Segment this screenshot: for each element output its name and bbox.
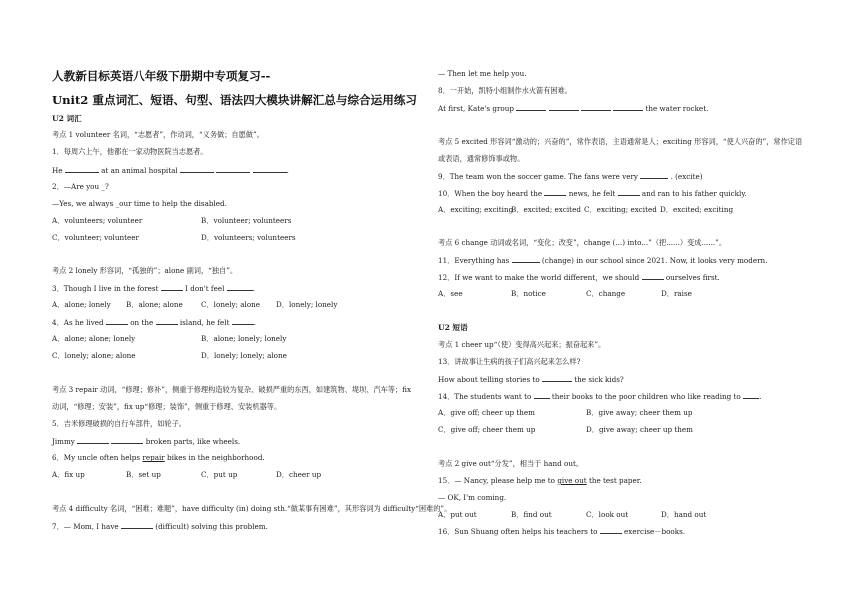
question-7 (52, 521, 268, 531)
option-a[interactable]: A．fix up (52, 470, 85, 479)
option-d[interactable]: D．volunteers; volunteers (201, 233, 296, 242)
option-c[interactable]: C．exciting; excited (584, 205, 657, 214)
q11-text-a: 11．Everything has (438, 256, 510, 265)
q3-text-a: 3．Though I live in the forest (52, 284, 159, 293)
q7-text-a: 7．— Mom, I have (52, 522, 119, 531)
q5-text-b: broken parts, like wheels. (145, 437, 241, 446)
q11-text-b: (change) in our school since 2021. Now, it looks very modern. (541, 256, 768, 265)
point-3-note-line2: 动词，“修理；安装”，fix up“修理；装饰”，侧重于修理、安装机器等。 (52, 402, 282, 411)
q14-text-b: their books to the poor children who like reading to (551, 392, 741, 401)
question-13-fill (438, 374, 624, 384)
q12-text-b: ourselves first. (665, 273, 720, 282)
question-10 (438, 188, 747, 198)
q14-text-a: 14．The students want to (438, 392, 532, 401)
option-a[interactable]: A．alone; lonely (52, 300, 111, 309)
blank[interactable] (253, 165, 287, 173)
option-a[interactable]: A．see (438, 289, 463, 298)
section-heading-phrase: U2 短语 (438, 323, 468, 332)
option-b[interactable]: B．alone; alone (126, 300, 183, 309)
blank[interactable] (544, 188, 566, 196)
option-a[interactable]: A．volunteers; volunteer (52, 216, 143, 225)
q3-text-b: I don't feel (185, 284, 225, 293)
option-c[interactable]: C．volunteer; volunteer (52, 233, 139, 242)
option-d[interactable]: D．hand out (661, 510, 707, 519)
q8-text-a: At first, Kate's group (438, 104, 514, 113)
q15-text-b: the test paper. (588, 476, 642, 485)
q13-text-b: the sick kids? (574, 375, 624, 384)
blank[interactable] (77, 436, 109, 444)
q10-text-a: 10．When the boy heard the (438, 189, 543, 198)
question-11 (438, 255, 767, 265)
blank[interactable] (111, 436, 143, 444)
q4-text-c: island, he felt (179, 318, 230, 327)
option-b[interactable]: B．set up (126, 470, 161, 479)
question-5: 5．吉米修理破损的自行车部件，如轮子。 (52, 419, 186, 428)
point-6-note: 考点 6 change 动词或名词，“变化；改变”，change (...) into...”（把......）变成......”。 (438, 238, 727, 247)
option-c[interactable]: C．look out (586, 510, 629, 519)
q1-text-b: at an animal hospital (101, 166, 178, 175)
option-c[interactable]: C．put up (201, 470, 238, 479)
question-1: 1．每周六上午，他都在一家动物医院当志愿者。 (52, 147, 208, 156)
question-5-fill (52, 436, 240, 446)
question-2-reply: —Yes, we always _our time to help the disabled. (52, 199, 227, 208)
q10-text-b: news, he felt (568, 189, 616, 198)
blank[interactable] (216, 165, 250, 173)
q7-text-b: (difficult) solving this problem. (155, 522, 268, 531)
section-heading-vocab: U2 词汇 (52, 114, 82, 123)
q4-text-b: on the (130, 318, 154, 327)
q1-text-a: He (52, 166, 63, 175)
q12-text-a: 12．If we want to make the world different，we should (438, 273, 640, 282)
q13-text-a: How about telling stories to (438, 375, 540, 384)
blank[interactable] (65, 165, 99, 173)
blank[interactable] (542, 374, 572, 382)
blank[interactable] (618, 188, 640, 196)
blank[interactable] (516, 103, 546, 111)
q9-text-a: 9．The team won the soccer game. The fans were very (438, 172, 638, 181)
option-c[interactable]: C．lonely; alone; alone (52, 351, 136, 360)
option-b[interactable]: B．find out (511, 510, 552, 519)
blank[interactable] (227, 283, 253, 291)
question-6 (52, 453, 265, 462)
option-d[interactable]: D．excited; exciting (660, 205, 734, 214)
q15-text-a: 15．— Nancy, please help me to (438, 476, 556, 485)
q6-underlined: repair (142, 453, 165, 462)
point-1-note: 考点 1 volunteer 名词，“志愿者”，作动词，“义务做；自愿做”。 (52, 130, 264, 139)
option-a[interactable]: A．put out (438, 510, 477, 519)
q16-text-a: 16．Sun Shuang often helps his teachers to (438, 527, 598, 536)
point-4-note: 考点 4 difficulty 名词，“困难；难题”，have difficulty (in) doing sth.“做某事有困难”，其形容词为 difficulty“困难的”。 (52, 504, 452, 513)
q8-text-b: the water rocket. (645, 104, 709, 113)
option-b[interactable]: B．excited; excited (511, 205, 581, 214)
blank[interactable] (640, 171, 668, 179)
option-b[interactable]: B．give away; cheer them up (586, 408, 693, 417)
question-8: 8．一开始，凯特小组制作水火箭有困难。 (438, 86, 572, 95)
option-c[interactable]: C．lonely; alone (201, 300, 261, 309)
phrase-point-1-note: 考点 1 cheer up“（使）变得高兴起来；振奋起来”。 (438, 340, 606, 349)
question-3: 3．Though I live in the forest I don't feel . (52, 284, 255, 293)
blank[interactable] (743, 391, 762, 401)
blank[interactable] (180, 165, 214, 173)
q6-text-b: bikes in the neighborhood. (167, 453, 265, 462)
blank[interactable] (600, 526, 622, 534)
point-5-note-line1: 考点 5 excited 形容词“激动的；兴奋的”，常作表语，主语通常是人；exciting 形容词，“使人兴奋的”，常作定语 (438, 137, 803, 146)
option-c[interactable]: C．give off; cheer them up (438, 425, 536, 434)
question-12 (438, 272, 720, 282)
q5-text-a: Jimmy (52, 437, 75, 446)
q10-text-c: and ran to his father quickly. (641, 189, 747, 198)
question-9 (438, 171, 703, 181)
question-16 (438, 526, 685, 536)
option-b[interactable]: B．notice (511, 289, 546, 298)
option-d[interactable]: D．cheer up (276, 470, 322, 479)
option-d[interactable]: D．lonely; lonely (276, 300, 338, 309)
option-b[interactable]: B．alone; lonely; lonely (201, 334, 287, 343)
phrase-point-2-note: 考点 2 give out“分发”，相当于 hand out。 (438, 459, 584, 468)
option-d[interactable]: D．give away; cheer up them (586, 425, 693, 434)
point-3-note-line1: 考点 3 repair 动词，“修理；修补”，侧重于修理构造较为复杂、破损严重的东西，如建筑物、堤坝、汽车等；fix (52, 385, 412, 394)
question-2 (52, 182, 109, 191)
blank[interactable] (161, 283, 183, 291)
option-a[interactable]: A．give off; cheer up them (438, 408, 535, 417)
blank[interactable] (549, 103, 579, 111)
q2-text-b: _? (101, 182, 109, 191)
blank[interactable] (232, 317, 254, 325)
blank[interactable] (642, 272, 664, 280)
question-15 (438, 476, 642, 485)
option-b[interactable]: B．volunteer; volunteers (201, 216, 292, 225)
blank[interactable] (613, 103, 643, 111)
question-8-fill (438, 103, 708, 113)
q15-underlined: give out (557, 476, 587, 485)
q6-text-a: 6．My uncle often helps (52, 453, 141, 462)
point-2-note: 考点 2 lonely 形容词，“孤独的”；alone 副词，“独自”。 (52, 266, 238, 275)
q2-text-a: 2．—Are you (52, 182, 100, 191)
option-d[interactable]: D．raise (661, 289, 692, 298)
doc-title-line2: Unit2 重点词汇、短语、句型、语法四大模块讲解汇总与综合运用练习 (52, 93, 418, 107)
doc-title-line1: 人教新目标英语八年级下册期中专项复习-- (52, 69, 271, 83)
q4-text-a: 4．As he lived (52, 318, 104, 327)
blank[interactable] (512, 255, 540, 263)
point-5-note-line2: 或表语，通常修饰事或物。 (438, 154, 525, 163)
q16-text-b: exercise－books. (624, 527, 686, 536)
blank[interactable] (581, 103, 611, 111)
blank[interactable] (106, 317, 128, 325)
option-a[interactable]: A．alone; alone; lonely (52, 334, 136, 343)
blank[interactable] (156, 317, 178, 325)
blank[interactable] (534, 391, 550, 399)
question-4: 4．As he lived on the island, he felt . (52, 318, 257, 327)
question-15-reply: — OK, I'm coming. (438, 493, 507, 502)
q9-text-b: . (excite) (670, 172, 703, 181)
question-7-reply: — Then let me help you. (438, 69, 527, 78)
question-13: 13．讲故事让生病的孩子们高兴起来怎么样? (438, 357, 581, 366)
blank[interactable] (121, 521, 153, 529)
question-14 (438, 391, 761, 401)
option-c[interactable]: C．change (586, 289, 626, 298)
option-d[interactable]: D．lonely; lonely; alone (201, 351, 287, 360)
q14-text-c: . (759, 392, 762, 401)
option-a[interactable]: A．exciting; exciting (438, 205, 514, 214)
question-1-fill: He at an animal hospital . (52, 166, 289, 175)
